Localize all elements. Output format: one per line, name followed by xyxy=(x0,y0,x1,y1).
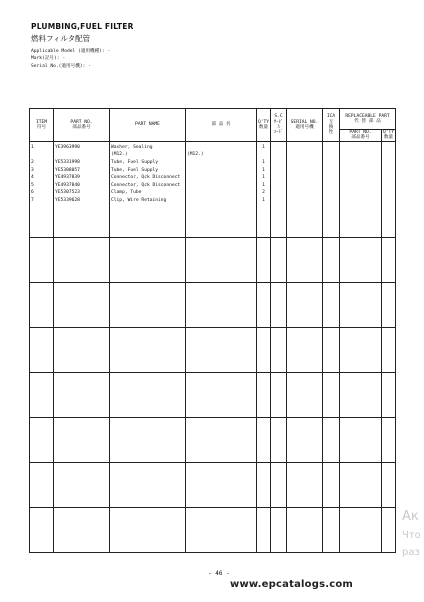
header-serial-no: SERIAL NO. 適用号機 xyxy=(287,109,323,142)
header-sc: S.C ｻｰﾋﾞ ｽ ｺｰﾄﾞ xyxy=(271,109,287,142)
table-row xyxy=(30,237,396,282)
table-row xyxy=(30,417,396,462)
header-replaceable: REPLACEABLE PART 代 替 部 品 xyxy=(340,109,396,130)
header-ica: ICA 互 換 性 xyxy=(323,109,340,142)
page-number: - 46 - xyxy=(208,570,230,577)
header-qty: Q'TY 数量 xyxy=(257,109,271,142)
header-repl-qty: Q'TY 数量 xyxy=(382,130,395,141)
header-repl-part-no: PART NO. 部品番号 xyxy=(340,130,382,142)
mark: Mark(記号): - xyxy=(31,56,66,61)
serial-no-column xyxy=(287,141,323,237)
activation-line2: Что xyxy=(402,530,421,541)
header-item: ITEM 符号 xyxy=(30,109,54,142)
activation-line3: раз xyxy=(402,547,420,558)
serial-no: Serial No.(適用号機): - xyxy=(31,64,91,69)
table-row xyxy=(30,327,396,372)
table-row xyxy=(30,372,396,417)
table-row xyxy=(30,141,396,237)
table-header-row xyxy=(30,109,396,130)
header-part-no: PART NO. 部品番号 xyxy=(54,109,110,142)
activation-overlay xyxy=(402,509,421,558)
header-part-name-jp: 部 品 名 xyxy=(186,109,257,142)
applicable-model: Applicable Model (適用機種): - xyxy=(31,49,111,54)
repl-part-no-column xyxy=(340,141,382,237)
repl-qty-column xyxy=(382,141,396,237)
sc-column xyxy=(271,141,287,237)
part-name-jp-column: (M12.) xyxy=(186,141,257,237)
header-part-name: PART NAME xyxy=(110,109,186,142)
page-title: PLUMBING,FUEL FILTER xyxy=(31,22,134,31)
page-title-jp: 燃料フィルタ配管 xyxy=(31,34,91,43)
part-no-column: YE3963990 YE5331998 YE5308057 YE4937839 YE4937840 YE5307523 YE5339628 xyxy=(54,141,110,237)
item-column: 1 2 3 4 5 6 7 xyxy=(30,141,54,237)
activation-title: Ак xyxy=(402,509,419,524)
table-row xyxy=(30,462,396,507)
ica-column xyxy=(323,141,340,237)
parts-table xyxy=(29,108,396,553)
qty-column: 1 1 1 1 1 2 1 xyxy=(257,141,271,237)
table-row xyxy=(30,507,396,552)
part-name-column: Washer, Sealing (M12.) Tube, Fuel Supply Tube, Fuel Supply Connector, Qck Disconnect Connector, Qck Disconnect Clamp, Tube Clip, Wire Retaining xyxy=(110,141,186,237)
watermark-link[interactable]: www.epcatalogs.com xyxy=(230,579,354,590)
table-row xyxy=(30,282,396,327)
